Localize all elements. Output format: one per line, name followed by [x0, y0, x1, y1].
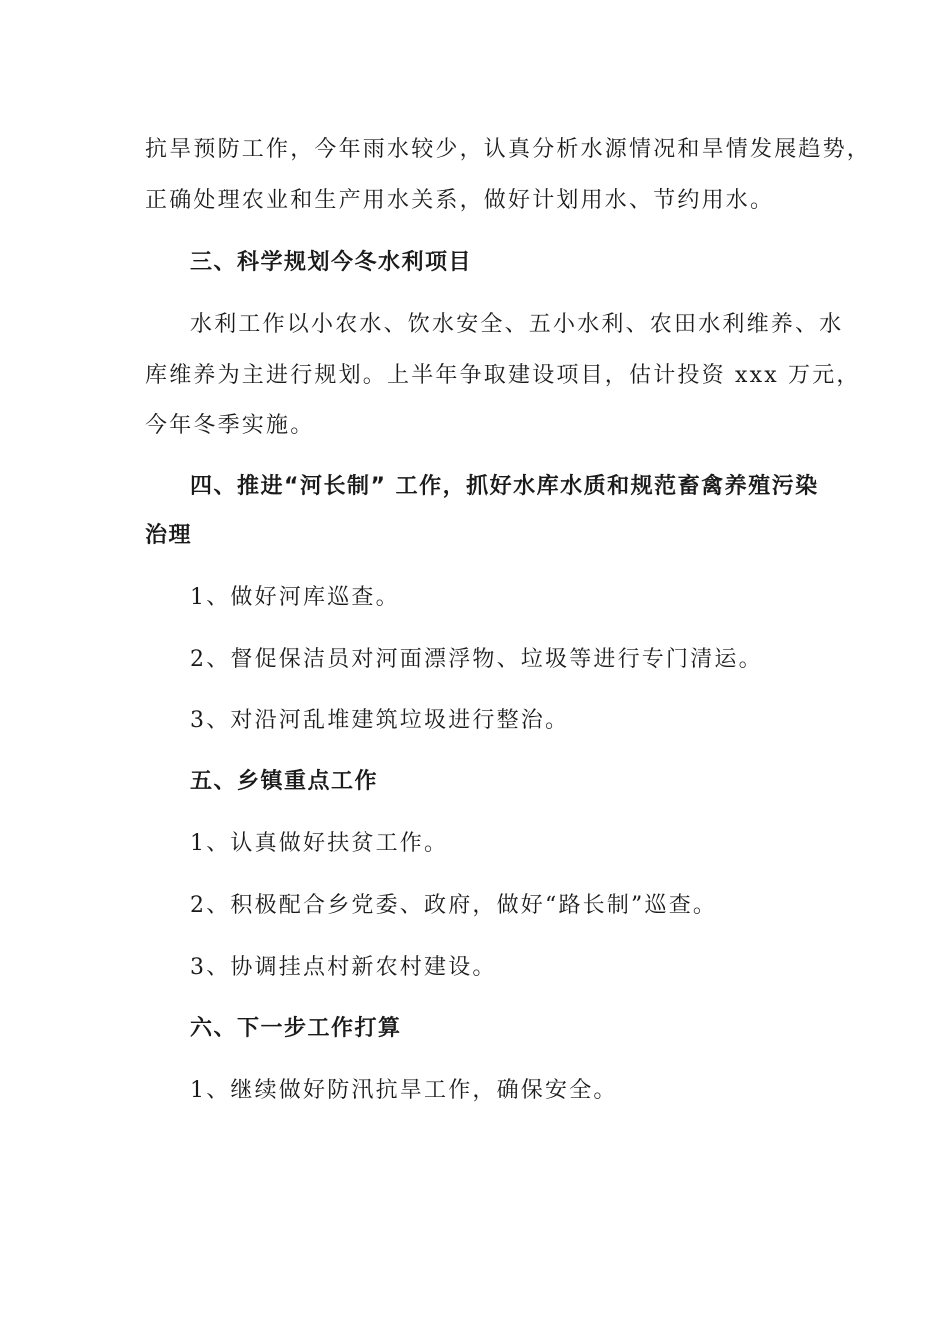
section-heading: 治理 [145, 523, 193, 548]
list-item: 1、认真做好扶贫工作。 [190, 831, 449, 856]
list-item: 1、继续做好防汛抗旱工作，确保安全。 [190, 1078, 618, 1103]
paragraph-line: 今年冬季实施。 [145, 413, 315, 438]
list-item: 3、对沿河乱堆建筑垃圾进行整治。 [190, 708, 570, 733]
list-item: 2、督促保洁员对河面漂浮物、垃圾等进行专门清运。 [190, 647, 763, 672]
section-heading: 三、科学规划今冬水利项目 [190, 250, 473, 275]
section-heading: 四、推进“河长制” 工作，抓好水库水质和规范畜禽养殖污染 [190, 474, 819, 499]
paragraph-line: 库维养为主进行规划。上半年争取建设项目，估计投资 xxx 万元， [145, 363, 861, 388]
list-item: 2、积极配合乡党委、政府，做好“路长制”巡查。 [190, 893, 718, 918]
paragraph-line: 水利工作以小农水、饮水安全、五小水利、农田水利维养、水 [190, 312, 844, 337]
list-item: 1、做好河库巡查。 [190, 585, 400, 610]
section-heading: 六、下一步工作打算 [190, 1016, 402, 1041]
section-heading: 五、乡镇重点工作 [190, 769, 379, 794]
paragraph-line: 抗旱预防工作，今年雨水较少，认真分析水源情况和旱情发展趋势， [145, 137, 872, 162]
paragraph-line: 正确处理农业和生产用水关系，做好计划用水、节约用水。 [145, 188, 775, 213]
list-item: 3、协调挂点村新农村建设。 [190, 955, 497, 980]
